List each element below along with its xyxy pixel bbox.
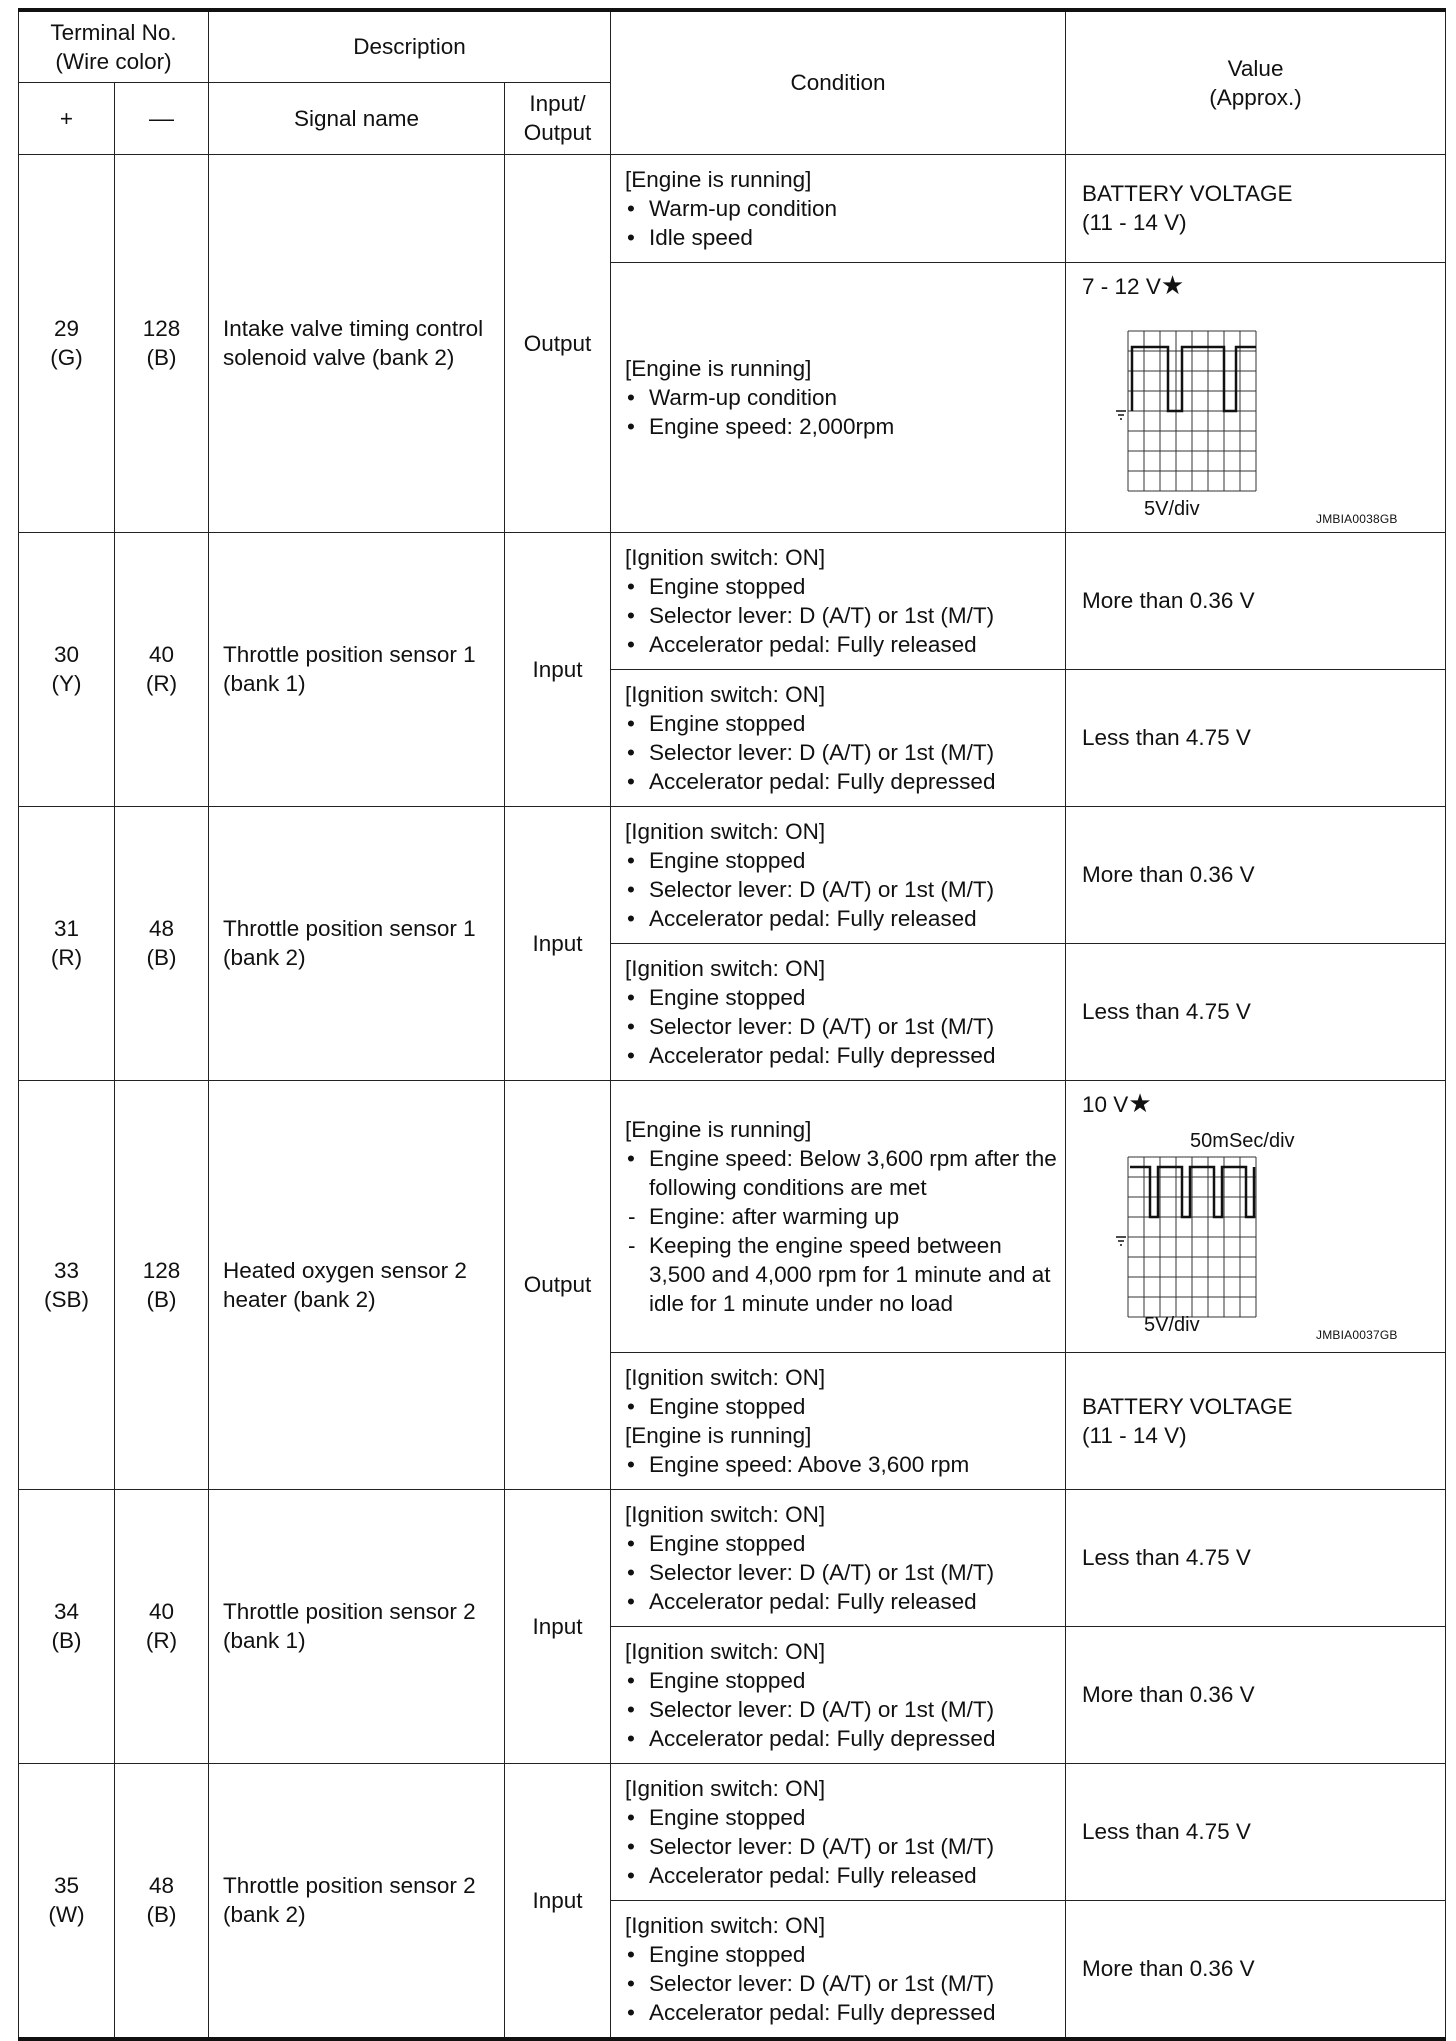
waveform-value bbox=[1066, 262, 1446, 532]
signal-name-line: Throttle position sensor 1 bbox=[223, 916, 476, 941]
plus-header: + bbox=[19, 82, 115, 154]
io-header bbox=[505, 82, 611, 154]
condition-list bbox=[625, 1666, 1057, 1753]
table-row bbox=[19, 1763, 1446, 1900]
wire-color: (Y) bbox=[51, 671, 82, 696]
condition bbox=[611, 943, 1066, 1080]
figure-id: JMBIA0038GB bbox=[1316, 511, 1398, 526]
list-item: • Selector lever: D (A/T) or 1st (M/T) bbox=[625, 1695, 1057, 1724]
minus-header: –– bbox=[115, 82, 209, 154]
condition-head: [Ignition switch: ON] bbox=[625, 1638, 826, 1664]
value: More than 0.36 V bbox=[1066, 1900, 1446, 2039]
wire-color: (W) bbox=[48, 1902, 85, 1927]
list-item: • Warm-up condition bbox=[625, 383, 1057, 412]
list-item: • Accelerator pedal: Fully released bbox=[625, 904, 1057, 933]
terminal-no-header bbox=[19, 10, 209, 82]
list-item: • Engine speed: Above 3,600 rpm bbox=[625, 1450, 1057, 1479]
wire-color-label: (Wire color) bbox=[55, 48, 172, 74]
list-item: • Accelerator pedal: Fully released bbox=[625, 1861, 1057, 1890]
io-type: Input bbox=[505, 532, 611, 806]
list-item: • Engine stopped bbox=[625, 709, 1057, 738]
condition-head: [Ignition switch: ON] bbox=[625, 955, 826, 981]
waveform-voltage bbox=[1082, 1089, 1152, 1119]
io-type: Output bbox=[505, 1080, 611, 1489]
wire-color: (B) bbox=[146, 1286, 177, 1312]
oscilloscope-waveform-icon bbox=[1112, 327, 1262, 497]
condition-list bbox=[625, 1529, 1057, 1616]
condition-list bbox=[625, 846, 1057, 933]
list-item: • Accelerator pedal: Fully depressed bbox=[625, 1041, 1057, 1070]
minus-terminal bbox=[115, 1489, 209, 1763]
signal-name-line: (bank 2) bbox=[223, 1902, 306, 1927]
terminal-number: 48 bbox=[148, 1873, 175, 1898]
ecm-terminal-table bbox=[18, 8, 1446, 2041]
wire-color: (B) bbox=[51, 1628, 82, 1653]
signal-name bbox=[209, 806, 505, 1080]
list-item: • Accelerator pedal: Fully depressed bbox=[625, 1998, 1057, 2027]
condition-head: [Engine is running] bbox=[625, 355, 812, 381]
wire-color: (B) bbox=[146, 345, 177, 370]
star-icon: ★ bbox=[1128, 1087, 1152, 1118]
value-line: BATTERY VOLTAGE bbox=[1082, 1393, 1293, 1419]
list-item: • Engine speed: 2,000rpm bbox=[625, 412, 1057, 441]
terminal-number: 40 bbox=[148, 642, 175, 667]
wire-color: (R) bbox=[145, 671, 178, 696]
waveform-value bbox=[1066, 1080, 1446, 1352]
value: Less than 4.75 V bbox=[1066, 1489, 1446, 1626]
list-item: • Accelerator pedal: Fully released bbox=[625, 1587, 1057, 1616]
list-item: • Selector lever: D (A/T) or 1st (M/T) bbox=[625, 1832, 1057, 1861]
io-type: Input bbox=[505, 1763, 611, 2039]
plus-terminal bbox=[19, 154, 115, 532]
condition-head: [Ignition switch: ON] bbox=[625, 544, 826, 570]
wire-color: (G) bbox=[50, 345, 83, 370]
signal-name bbox=[209, 154, 505, 532]
list-item: • Engine stopped bbox=[625, 1666, 1057, 1695]
scope-scale: 5V/div bbox=[1144, 497, 1200, 520]
minus-terminal bbox=[115, 532, 209, 806]
value: More than 0.36 V bbox=[1066, 1626, 1446, 1763]
list-item: • Warm-up condition bbox=[625, 194, 1057, 223]
wire-color: (SB) bbox=[44, 1286, 89, 1312]
list-item: - Keeping the engine speed between 3,500 and 4,000 rpm for 1 minute and at idle for 1 minute under no load bbox=[625, 1231, 1057, 1318]
table-row bbox=[19, 1080, 1446, 1352]
condition-head: [Ignition switch: ON] bbox=[625, 818, 826, 844]
terminal-number: 128 bbox=[142, 316, 181, 341]
condition-head: [Ignition switch: ON] bbox=[625, 1364, 826, 1390]
signal-name-line: Throttle position sensor 2 bbox=[223, 1599, 476, 1624]
condition-head: [Ignition switch: ON] bbox=[625, 681, 826, 707]
minus-terminal bbox=[115, 1080, 209, 1489]
value-line: (11 - 14 V) bbox=[1082, 210, 1187, 235]
scope-timebase: 50mSec/div bbox=[1190, 1129, 1295, 1152]
list-item: • Engine stopped bbox=[625, 1529, 1057, 1558]
terminal-number: 33 bbox=[53, 1257, 80, 1283]
terminal-number: 40 bbox=[148, 1599, 175, 1624]
value: Less than 4.75 V bbox=[1066, 1763, 1446, 1900]
minus-terminal bbox=[115, 154, 209, 532]
condition bbox=[611, 532, 1066, 669]
terminal-number: 48 bbox=[148, 916, 175, 941]
list-item: • Selector lever: D (A/T) or 1st (M/T) bbox=[625, 875, 1057, 904]
condition-list bbox=[625, 983, 1057, 1070]
value: More than 0.36 V bbox=[1066, 532, 1446, 669]
wire-color: (R) bbox=[145, 1628, 178, 1653]
condition-head: [Engine is running] bbox=[625, 1422, 812, 1448]
list-item: • Engine stopped bbox=[625, 983, 1057, 1012]
signal-name-line: heater (bank 2) bbox=[223, 1286, 376, 1312]
condition-list bbox=[625, 1803, 1057, 1890]
wire-color: (B) bbox=[146, 1902, 177, 1927]
terminal-number: 128 bbox=[142, 1257, 181, 1283]
condition bbox=[611, 1080, 1066, 1352]
signal-name-line: (bank 2) bbox=[223, 945, 306, 970]
list-item: • Idle speed bbox=[625, 223, 1057, 252]
io-type: Input bbox=[505, 1489, 611, 1763]
list-item: • Engine speed: Below 3,600 rpm after the following conditions are met bbox=[625, 1144, 1057, 1202]
signal-name bbox=[209, 1080, 505, 1489]
value-line: BATTERY VOLTAGE bbox=[1082, 181, 1293, 206]
table-row bbox=[19, 154, 1446, 262]
condition bbox=[611, 1626, 1066, 1763]
condition-head: [Ignition switch: ON] bbox=[625, 1775, 826, 1801]
voltage-text: 10 V bbox=[1082, 1091, 1129, 1117]
table-row bbox=[19, 1489, 1446, 1626]
io-label-2: Output bbox=[523, 120, 592, 145]
terminal-number: 29 bbox=[53, 316, 80, 341]
list-item: • Selector lever: D (A/T) or 1st (M/T) bbox=[625, 601, 1057, 630]
waveform-voltage bbox=[1082, 271, 1184, 301]
condition bbox=[611, 1489, 1066, 1626]
io-label-1: Input/ bbox=[529, 91, 586, 116]
terminal-number: 35 bbox=[53, 1873, 80, 1898]
condition bbox=[611, 1900, 1066, 2039]
plus-terminal bbox=[19, 1763, 115, 2039]
value-label: Value bbox=[1227, 55, 1284, 81]
signal-name-line: Throttle position sensor 1 bbox=[223, 642, 476, 667]
list-item: • Accelerator pedal: Fully released bbox=[625, 630, 1057, 659]
signal-name-header: Signal name bbox=[209, 82, 505, 154]
value: Less than 4.75 V bbox=[1066, 943, 1446, 1080]
signal-name bbox=[209, 1763, 505, 2039]
terminal-number: 31 bbox=[53, 916, 80, 941]
value-header bbox=[1066, 10, 1446, 154]
io-type: Output bbox=[505, 154, 611, 532]
value: More than 0.36 V bbox=[1066, 806, 1446, 943]
plus-terminal bbox=[19, 1080, 115, 1489]
list-item: - Engine: after warming up bbox=[625, 1202, 1057, 1231]
condition bbox=[611, 154, 1066, 262]
condition-list bbox=[625, 1450, 1057, 1479]
list-item: • Accelerator pedal: Fully depressed bbox=[625, 767, 1057, 796]
star-icon: ★ bbox=[1160, 269, 1185, 300]
condition-head: [Engine is running] bbox=[625, 1116, 812, 1142]
condition-head: [Ignition switch: ON] bbox=[625, 1912, 826, 1938]
list-item: • Selector lever: D (A/T) or 1st (M/T) bbox=[625, 738, 1057, 767]
voltage-text: 7 - 12 V bbox=[1082, 273, 1161, 299]
list-item: • Engine stopped bbox=[625, 846, 1057, 875]
wire-color: (B) bbox=[146, 945, 177, 970]
list-item: • Engine stopped bbox=[625, 1803, 1057, 1832]
condition bbox=[611, 1352, 1066, 1489]
signal-name-line: Heated oxygen sensor 2 bbox=[223, 1257, 467, 1283]
condition bbox=[611, 262, 1066, 532]
signal-name-line: Intake valve timing control bbox=[223, 316, 484, 341]
oscilloscope-waveform-icon bbox=[1112, 1153, 1262, 1323]
signal-name bbox=[209, 532, 505, 806]
value: Less than 4.75 V bbox=[1066, 669, 1446, 806]
minus-terminal bbox=[115, 1763, 209, 2039]
condition-list bbox=[625, 1940, 1057, 2027]
list-item: • Selector lever: D (A/T) or 1st (M/T) bbox=[625, 1558, 1057, 1587]
value bbox=[1066, 154, 1446, 262]
condition-head: [Ignition switch: ON] bbox=[625, 1501, 826, 1527]
signal-name bbox=[209, 1489, 505, 1763]
list-item: • Engine stopped bbox=[625, 1940, 1057, 1969]
io-type: Input bbox=[505, 806, 611, 1080]
plus-terminal bbox=[19, 532, 115, 806]
list-item: • Selector lever: D (A/T) or 1st (M/T) bbox=[625, 1012, 1057, 1041]
minus-terminal bbox=[115, 806, 209, 1080]
plus-terminal bbox=[19, 806, 115, 1080]
list-item: • Accelerator pedal: Fully depressed bbox=[625, 1724, 1057, 1753]
scope-scale: 5V/div bbox=[1144, 1313, 1200, 1336]
terminal-number: 34 bbox=[53, 1599, 80, 1624]
plus-terminal bbox=[19, 1489, 115, 1763]
terminal-no-label: Terminal No. bbox=[50, 19, 177, 45]
terminal-table-page bbox=[18, 8, 1445, 2041]
list-item: • Engine stopped bbox=[625, 1392, 1057, 1421]
condition-list bbox=[625, 194, 1057, 252]
condition-header: Condition bbox=[611, 10, 1066, 154]
condition-list bbox=[625, 709, 1057, 796]
value-line: (11 - 14 V) bbox=[1082, 1422, 1187, 1448]
condition-list bbox=[625, 383, 1057, 441]
list-item: • Selector lever: D (A/T) or 1st (M/T) bbox=[625, 1969, 1057, 1998]
figure-id: JMBIA0037GB bbox=[1316, 1327, 1398, 1342]
signal-name-line: (bank 1) bbox=[223, 671, 306, 696]
signal-name-line: solenoid valve (bank 2) bbox=[223, 345, 455, 370]
signal-name-line: Throttle position sensor 2 bbox=[223, 1873, 476, 1898]
terminal-number: 30 bbox=[53, 642, 80, 667]
signal-name-line: (bank 1) bbox=[223, 1628, 306, 1653]
condition bbox=[611, 1763, 1066, 1900]
condition-list bbox=[625, 1144, 1057, 1318]
approx-label: (Approx.) bbox=[1209, 84, 1302, 110]
table-row bbox=[19, 806, 1446, 943]
condition-list bbox=[625, 1392, 1057, 1421]
condition bbox=[611, 806, 1066, 943]
description-header: Description bbox=[209, 10, 611, 82]
value bbox=[1066, 1352, 1446, 1489]
condition-head: [Engine is running] bbox=[625, 166, 812, 192]
condition bbox=[611, 669, 1066, 806]
table-row bbox=[19, 532, 1446, 669]
condition-list bbox=[625, 572, 1057, 659]
wire-color: (R) bbox=[50, 945, 83, 970]
list-item: • Engine stopped bbox=[625, 572, 1057, 601]
